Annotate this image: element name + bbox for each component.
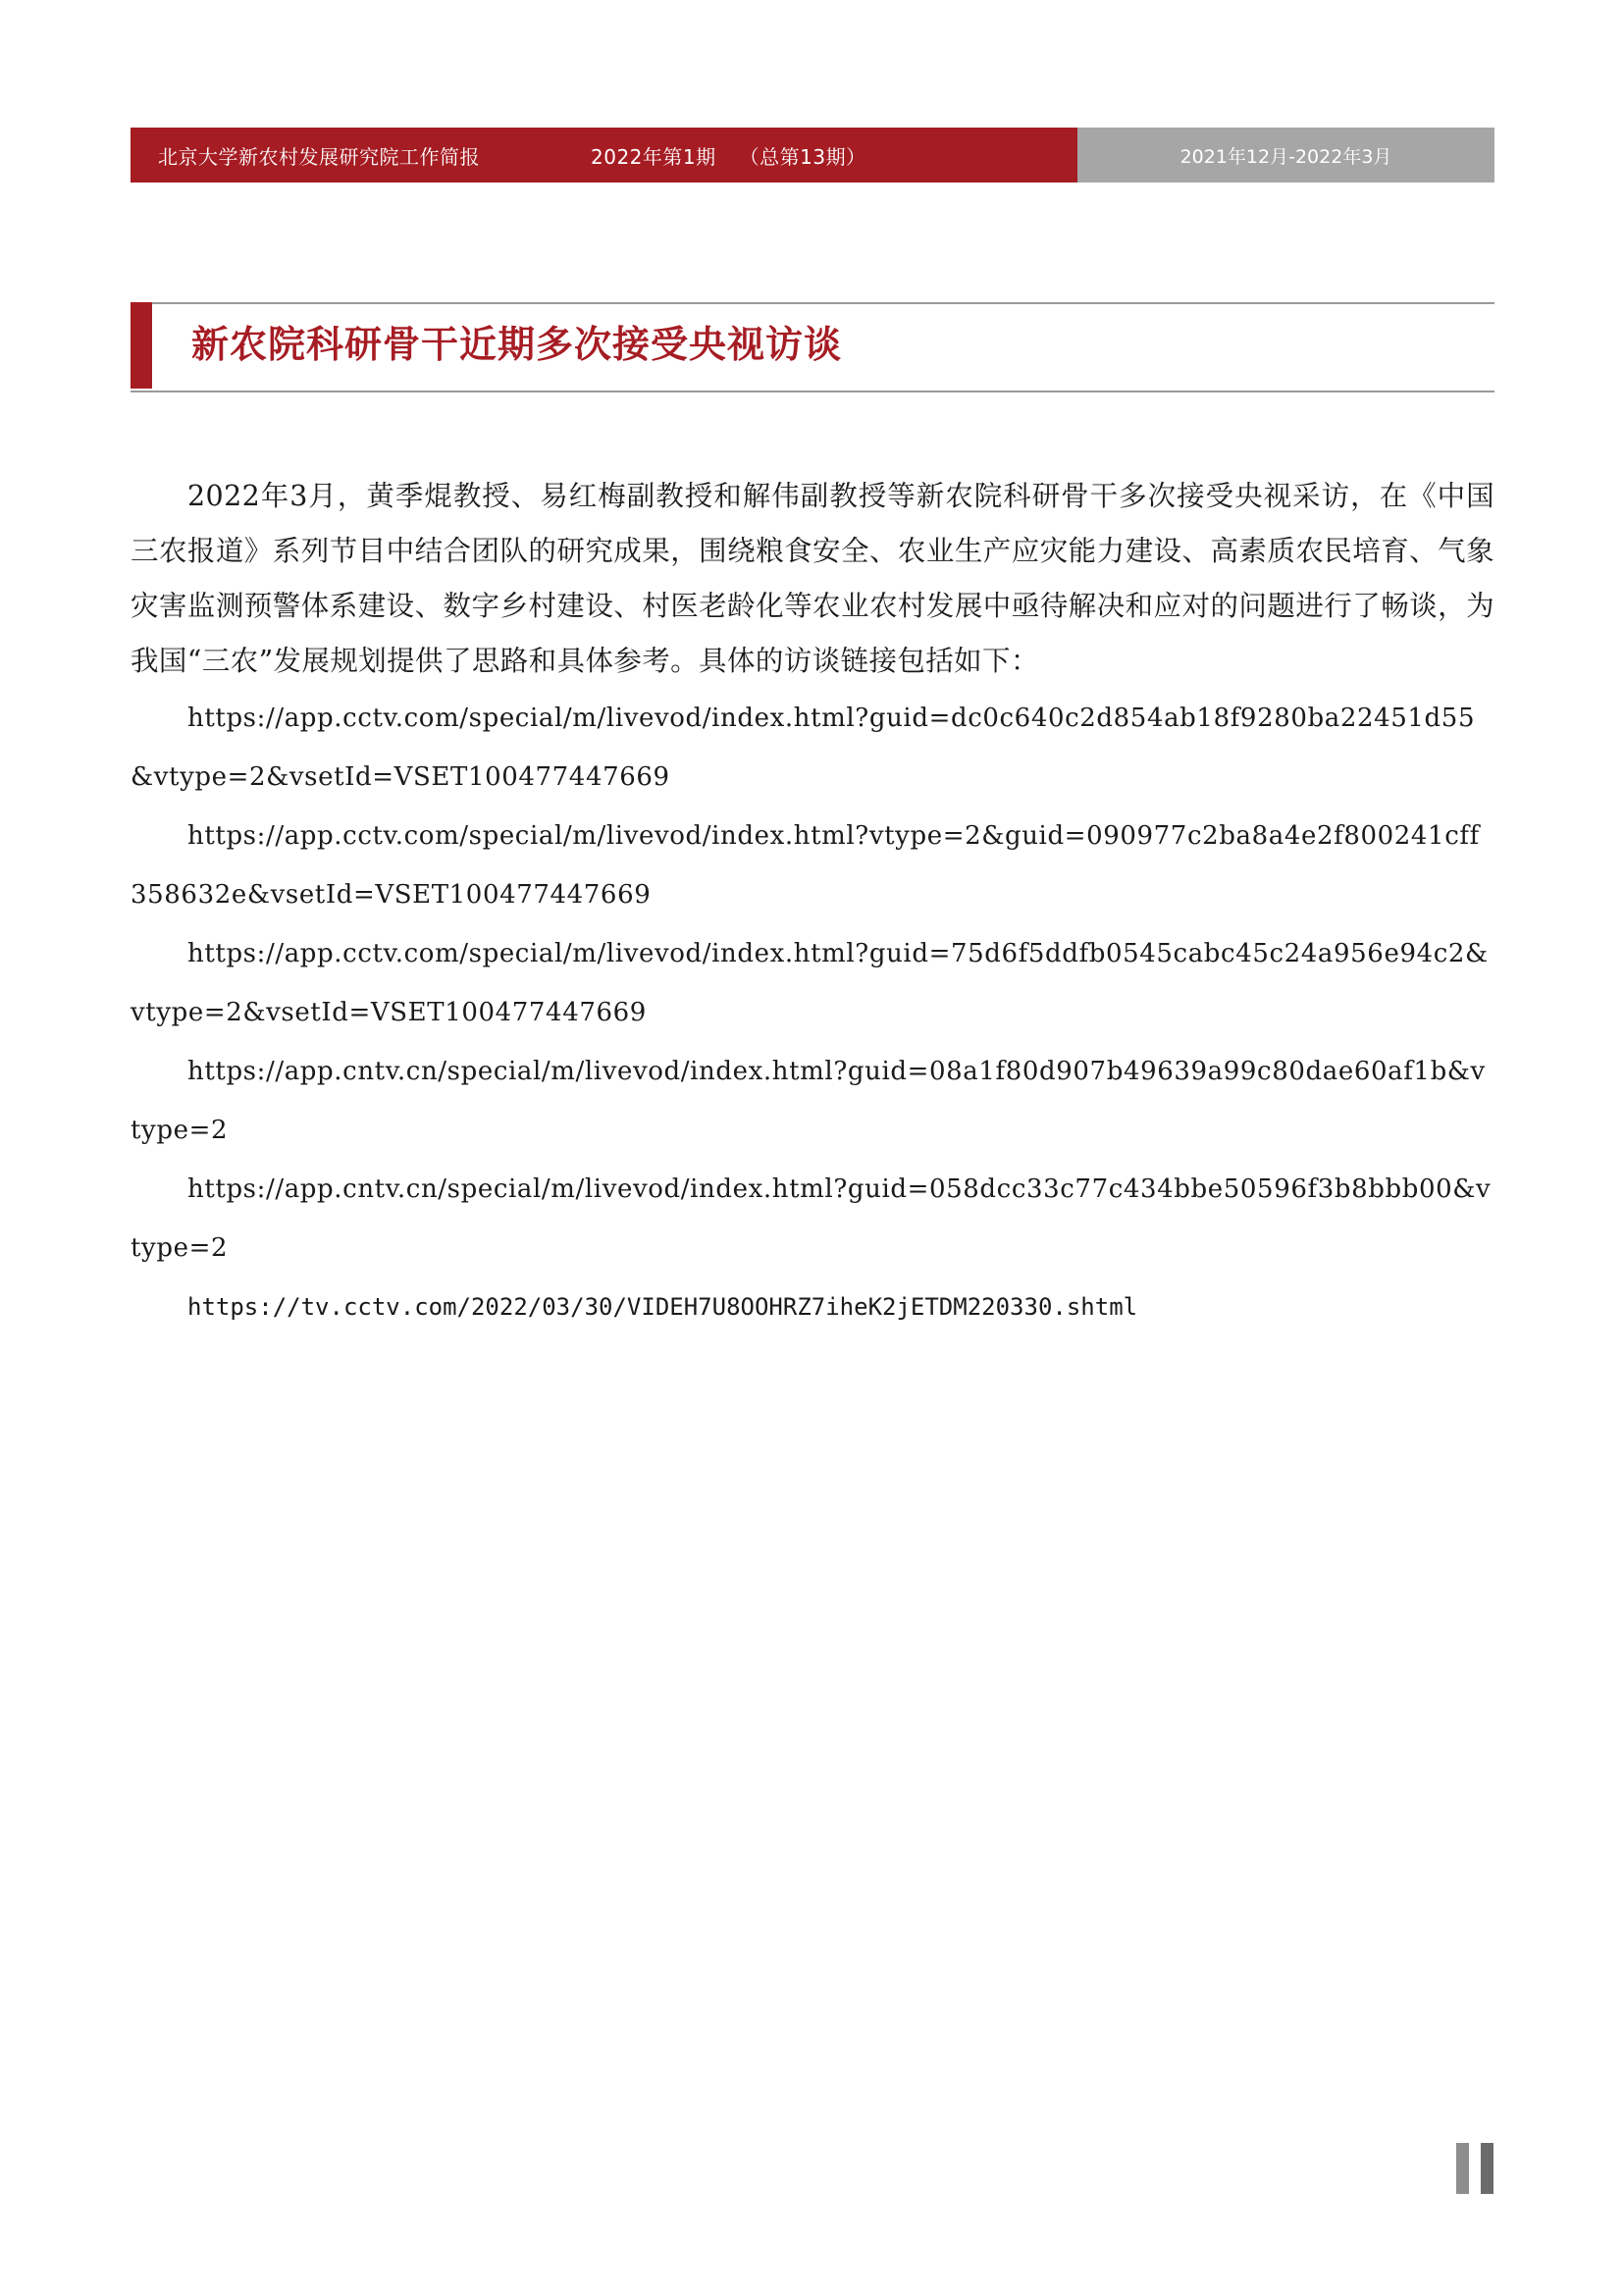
article-link[interactable]: https://app.cntv.cn/special/m/livevod/index.html?guid=08a1f80d907b49639a99c80dae60af1b&vtype=2 [131,1057,1486,1145]
page-header [131,128,1494,183]
footer-bar-left [1456,2143,1469,2194]
publication-title: 北京大学新农村发展研究院工作简报 [158,144,480,169]
article-link[interactable]: https://app.cctv.com/special/m/livevod/index.html?guid=dc0c640c2d854ab18f9280ba22451d55&vtype=2&vsetId=VSET100477447669 [131,704,1476,792]
footer-bar-right [1481,2143,1493,2194]
header-red-band [131,128,1077,183]
title-rule-top [131,302,1494,304]
title-rule-bottom [131,391,1494,392]
article-link[interactable]: https://app.cctv.com/special/m/livevod/index.html?guid=75d6f5ddfb0545cabc45c24a956e94c2&vtype=2&vsetId=VSET100477447669 [131,939,1489,1027]
article-link[interactable]: https://app.cctv.com/special/m/livevod/index.html?vtype=2&guid=090977c2ba8a4e2f800241cff358632e&vsetId=VSET100477447669 [131,821,1480,910]
article-link[interactable]: https://app.cntv.cn/special/m/livevod/index.html?guid=058dcc33c77c434bbe50596f3b8bbb00&vtype=2 [131,1174,1492,1263]
title-accent-marker [131,302,152,389]
article-paragraph: 2022年3月，黄季焜教授、易红梅副教授和解伟副教授等新农院科研骨干多次接受央视采访，在《中国三农报道》系列节目中结合团队的研究成果，围绕粮食安全、农业生产应灾能力建设、高素质农民培育、气象灾害监测预警体系建设、数字乡村建设、村医老龄化等农业农村发展中亟待解决和应对的问题进行了畅谈，为我国“三农”发展规划提供了思路和具体参考。具体的访谈链接包括如下： [131,480,1494,677]
article-link-final[interactable]: https://tv.cctv.com/2022/03/30/VIDEH7U8OOHRZ7iheK2jETDM220330.shtml [187,1293,1138,1321]
header-date-range: 2021年12月-2022年3月 [1077,128,1494,183]
issue-total: （总第13期） [739,144,866,169]
article-body [131,469,1494,1336]
footer-marks [1456,2143,1493,2194]
issue-number: 2022年第1期 [591,144,716,169]
page-title: 新农院科研骨干近期多次接受央视访谈 [191,323,843,366]
